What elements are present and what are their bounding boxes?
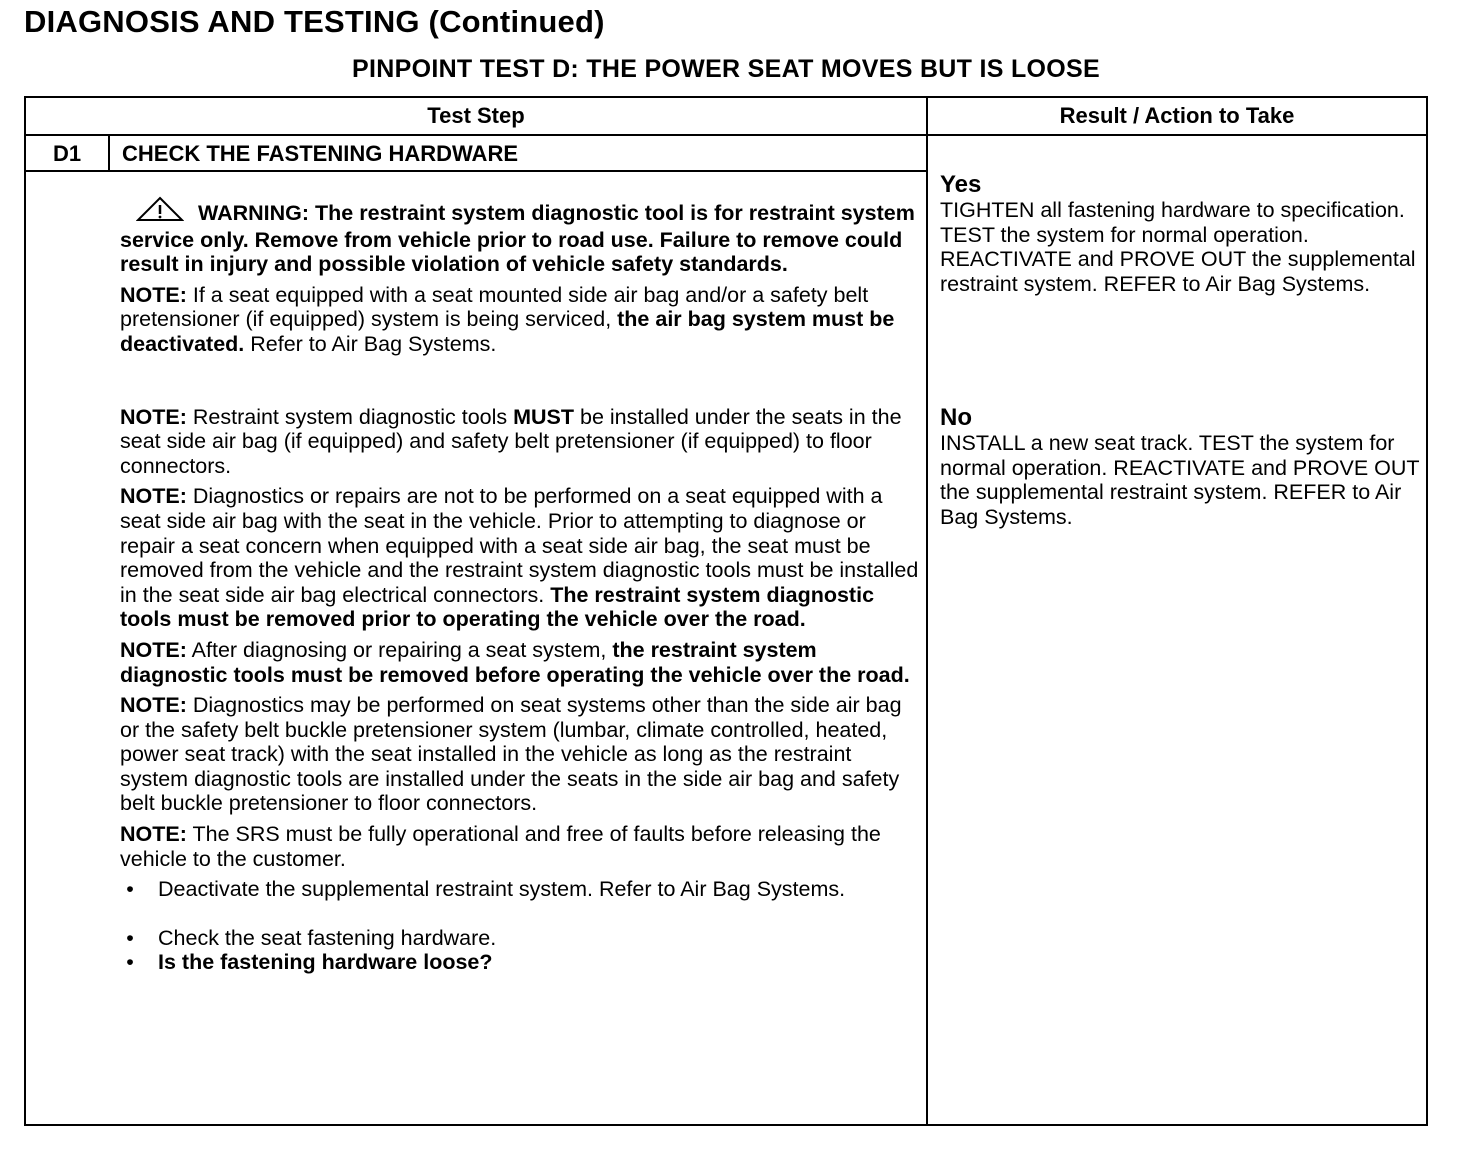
result-no-label: No <box>940 404 972 431</box>
note-text: Diagnostics or repairs are not to be performed on a seat equipped with a seat side air bag with the seat in the vehicle. Prior to attempting to diagnose or repair a seat concern when equipped with a seat side air bag, the seat must be removed from the vehicle and the restraint system diagnostic tools must be installed in the seat side air bag electrical connectors. <box>120 484 919 607</box>
column-header-test-step: Test Step <box>427 103 525 128</box>
note-emphasis: MUST <box>513 404 575 429</box>
note-5 <box>120 693 920 816</box>
step-id-divider <box>108 134 110 172</box>
note-text: After diagnosing or repairing a seat system, <box>186 637 613 662</box>
note-1 <box>120 283 920 357</box>
note-text: Restraint system diagnostic tools <box>186 404 514 429</box>
note-2 <box>120 405 920 479</box>
column-header-result: Result / Action to Take <box>1059 103 1295 128</box>
list-item-question: Is the fastening hardware loose? <box>158 950 493 975</box>
note-text: Refer to Air Bag Systems. <box>244 331 497 356</box>
pinpoint-test-table <box>24 96 1428 1126</box>
result-no-text: INSTALL a new seat track. TEST the system for normal operation. REACTIVATE and PROVE OUT the supplemental restraint system. REFER to Air Bag Systems. <box>940 431 1420 529</box>
page-title: DIAGNOSIS AND TESTING (Continued) <box>24 4 605 39</box>
list-item-text: Deactivate the supplemental restraint system. Refer to Air Bag Systems. <box>158 877 846 902</box>
test-step-content <box>120 196 920 975</box>
note-label: NOTE: <box>120 404 187 429</box>
list-item-text: Check the seat fastening hardware. <box>158 925 497 950</box>
bullet-icon: • <box>126 950 134 975</box>
note-label: NOTE: <box>120 282 187 307</box>
list-item <box>120 926 920 951</box>
step-title: CHECK THE FASTENING HARDWARE <box>122 141 519 166</box>
list-item <box>120 950 920 975</box>
pinpoint-test-title: PINPOINT TEST D: THE POWER SEAT MOVES BUT IS LOOSE <box>352 55 1100 83</box>
note-3 <box>120 484 920 632</box>
note-text: be installed under the seats in the seat side air bag (if equipped) and safety belt pretensioner (if equipped) to floor connectors. <box>120 404 902 478</box>
note-label: NOTE: <box>120 693 187 718</box>
bullet-icon: • <box>126 877 134 902</box>
note-emphasis: the restraint system diagnostic tools must be removed before operating the vehicle over the road. <box>120 637 910 687</box>
note-text: Diagnostics may be performed on seat systems other than the side air bag or the safety belt buckle pretensioner system (lumbar, climate controlled, heated, power seat track) with the seat installed in the vehicle as long as the restraint system diagnostic tools are installed under the seats in the side air bag and safety belt buckle pretensioner to floor connectors. <box>120 693 902 816</box>
note-text: If a seat equipped with a seat mounted side air bag and/or a safety belt pretensioner (if equipped) system is being serviced, <box>120 282 869 332</box>
list-item <box>120 877 920 902</box>
column-divider <box>926 98 928 1124</box>
note-label: NOTE: <box>120 822 187 847</box>
step-id: D1 <box>52 141 82 166</box>
warning-triangle-icon <box>136 196 184 228</box>
note-text: The SRS must be fully operational and free of faults before releasing the vehicle to the customer. <box>120 822 881 871</box>
warning-block <box>120 196 920 277</box>
note-6 <box>120 822 920 871</box>
note-label: NOTE: <box>120 637 187 662</box>
note-4 <box>120 638 920 687</box>
step-actions <box>120 877 920 975</box>
warning-text: WARNING: The restraint system diagnostic tool is for restraint system service only. Remove from vehicle prior to road use. Failure to remove could result in injury and possible violation of vehicle safety standards. <box>120 201 915 277</box>
note-label: NOTE: <box>120 484 187 509</box>
note-emphasis: the air bag system must be deactivated. <box>120 307 895 356</box>
result-yes-label: Yes <box>940 171 982 198</box>
note-emphasis: The restraint system diagnostic tools must be removed prior to operating the vehicle over the road. <box>120 582 875 632</box>
result-no <box>940 405 1426 529</box>
result-yes <box>940 172 1426 296</box>
bullet-icon: • <box>126 925 134 950</box>
result-yes-text: TIGHTEN all fastening hardware to specification. TEST the system for normal operation. REACTIVATE and PROVE OUT the supplemental restraint system. REFER to Air Bag Systems. <box>940 198 1416 296</box>
